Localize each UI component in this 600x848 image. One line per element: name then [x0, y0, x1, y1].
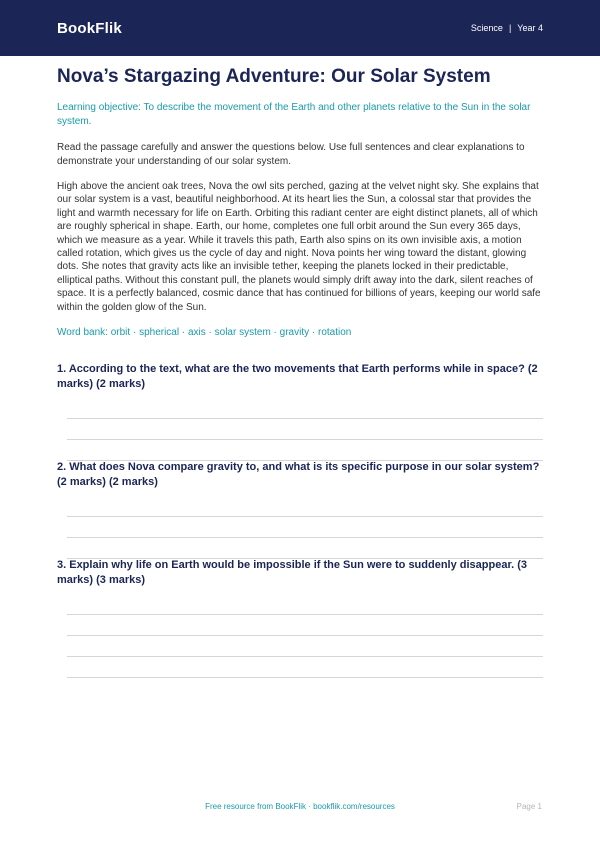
- header-bar: [0, 0, 600, 56]
- answer-line[interactable]: [67, 677, 543, 678]
- reading-passage: High above the ancient oak trees, Nova the owl sits perched, gazing at the velvet night sky. She explains that our solar system is a vast, beautiful neighborhood. At its heart lies the Sun, a colossal star that provides the light and warmth necessary for life on Earth. Orbiting this radiant center are eight distinct planets, all of which are roughly spherical in shape. Earth, our home, completes one full orbit around the Sun every 365 days, which we measure as a year. While it travels this path, Earth also spins on its own invisible axis, a motion called rotation, which gives us the cycle of day and night. Nova points her wing toward the distant, glowing dots. She notes that gravity acts like an invisible tether, keeping the planets locked in their predictable, elliptical paths. Without this constant pull, the planets would simply drift away into the dark, silent reaches of space. It is a perfectly balanced, cosmic dance that has continued for billions of years, keeping our world safe within the golden glow of the Sun.: [57, 181, 541, 313]
- page-number: Page 1: [516, 802, 542, 811]
- brand-logo-text: BookFlik: [57, 19, 122, 37]
- page-title: Nova’s Stargazing Adventure: Our Solar System: [57, 66, 491, 87]
- question-3: 3. Explain why life on Earth would be impossible if the Sun were to suddenly disappear. (3 marks) (3 marks): [57, 559, 528, 587]
- answer-line[interactable]: [67, 635, 543, 636]
- answer-line[interactable]: [67, 439, 543, 440]
- answer-line[interactable]: [67, 656, 543, 657]
- question-block-1: [57, 362, 543, 461]
- answer-line[interactable]: [67, 418, 543, 419]
- subject-label: Science: [470, 23, 503, 33]
- subject-year-meta: [471, 23, 543, 33]
- question-2: 2. What does Nova compare gravity to, and what is its specific purpose in our solar system? (2 marks) (2 marks): [57, 461, 540, 489]
- worksheet-content: [57, 64, 543, 698]
- meta-separator: |: [508, 23, 512, 33]
- question-block-2: [57, 460, 543, 559]
- instructions-text: Read the passage carefully and answer the questions below. Use full sentences and clear explanations to demonstrate your understanding of our solar system.: [57, 142, 525, 167]
- word-bank: Word bank: orbit · spherical · axis · solar system · gravity · rotation: [57, 327, 352, 339]
- year-label: Year 4: [517, 23, 543, 33]
- answer-area-2[interactable]: [67, 516, 543, 559]
- answer-area-3[interactable]: [67, 614, 543, 678]
- answer-line[interactable]: [67, 537, 543, 538]
- question-block-3: [57, 558, 543, 678]
- answer-area-1[interactable]: [67, 418, 543, 461]
- footer-link[interactable]: Free resource from BookFlik · bookflik.com/resources: [205, 802, 395, 811]
- answer-line[interactable]: [67, 516, 543, 517]
- answer-line[interactable]: [67, 614, 543, 615]
- question-1: 1. According to the text, what are the two movements that Earth performs while in space? (2 marks) (2 marks): [57, 363, 538, 391]
- learning-objective: Learning objective: To describe the movement of the Earth and other planets relative to the Sun in the solar system.: [57, 102, 531, 127]
